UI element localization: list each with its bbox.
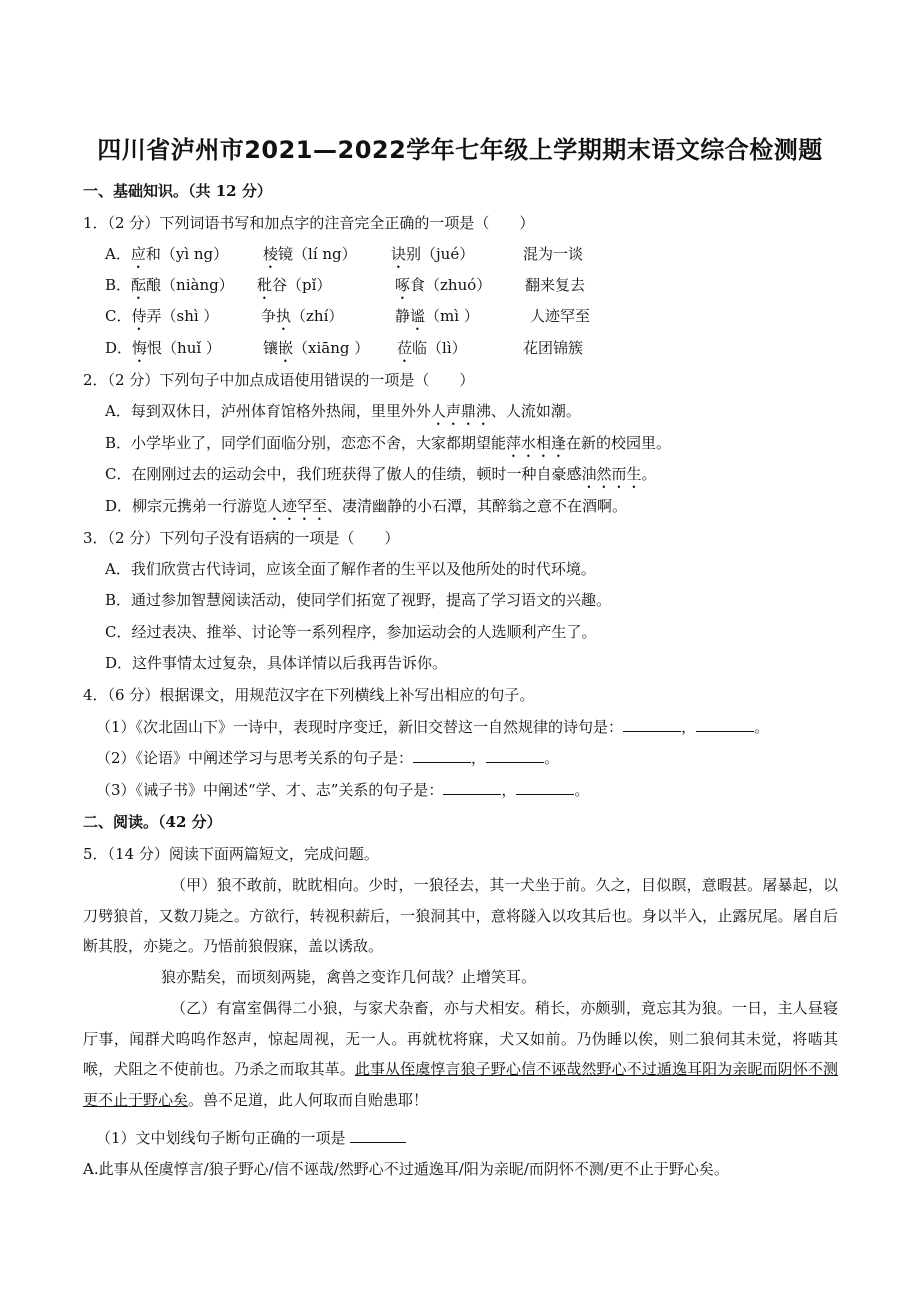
word-char: 静 <box>395 307 411 325</box>
dotted-idiom: 人迹罕至 <box>267 497 328 515</box>
answer-blank[interactable] <box>516 780 574 795</box>
q1-option-a <box>105 243 584 272</box>
dotted-char: 啄 <box>395 276 411 294</box>
passage-jia-paragraph-1: （甲）狼不敢前，眈眈相向。少时，一狼径去，其一犬坐于前。久之，目似瞑，意暇甚。屠暴起，以刀劈狼首，又数刀毙之。方欲行，转视积薪后，一狼洞其中，意将隧入以攻其后也。身以半入，止露尻尾。屠自后断其股，亦毙之。乃悟前狼假寐，盖以诱敌。 <box>83 876 838 955</box>
q4-sub-2 <box>96 747 559 769</box>
q2-option-d <box>105 495 627 524</box>
q2-option-c <box>105 463 657 492</box>
dotted-idiom: 人声鼎沸 <box>430 402 491 420</box>
option-label: D． <box>105 339 133 357</box>
word-pinyin: 和（yì ng） <box>145 245 229 263</box>
q4-sub-1 <box>96 716 769 738</box>
punct: 。 <box>574 781 590 799</box>
dotted-idiom: 萍水相逢 <box>506 434 567 452</box>
option-label: C． <box>105 307 132 325</box>
sub-text: （2）《论语》中阐述学习与思考关系的句子是： <box>96 749 414 767</box>
word-pinyin: 镜（lí ng） <box>278 245 357 263</box>
option-text: D．柳宗元携弟一行游览 <box>105 497 268 515</box>
answer-blank[interactable] <box>696 717 754 732</box>
q3-option-c: C．经过表决、推举、讨论等一系列程序，参加运动会的人选顺利产生了。 <box>105 623 597 641</box>
word-pinyin: 谷（pǐ） <box>272 276 332 294</box>
q3-option-b: B．通过参加智慧阅读活动，使同学们拓宽了视野，提高了学习语文的兴趣。 <box>105 591 612 609</box>
dotted-char: 执 <box>276 307 292 325</box>
punct: ， <box>501 781 517 799</box>
punct: 。 <box>544 749 560 767</box>
section-heading-1: 一、基础知识。（共 12 分） <box>83 182 272 200</box>
q4-sub-3 <box>96 779 589 801</box>
q5-sub-1-option-a: A.此事从侄虞惇言/狼子野心/信不诬哉/然野心不过遁逸耳/阳为亲昵/而阴怀不测/更不止于野心矣。 <box>83 1160 729 1178</box>
page-title: 四川省泸州市2021—2022学年七年级上学期期末语文综合检测题 <box>97 136 823 164</box>
dotted-char: 悔 <box>132 339 148 357</box>
option-text: A．每到双休日，泸州体育馆格外热闹，里里外外 <box>105 402 431 420</box>
answer-blank[interactable] <box>350 1128 406 1143</box>
word-pinyin: 临（lì） <box>412 339 467 357</box>
option-text: C．在刚刚过去的运动会中，我们班获得了傲人的佳绩，顿时一种自豪感 <box>105 465 582 483</box>
question-2-stem: 2．（2 分）下列句子中加点成语使用错误的一项是（ ） <box>83 371 475 389</box>
q3-option-d: D．这件事情太过复杂，具体详情以后我再告诉你。 <box>105 654 448 672</box>
answer-blank[interactable] <box>413 748 471 763</box>
dotted-char: 莅 <box>397 339 413 357</box>
punct: ， <box>471 749 487 767</box>
passage-yi <box>83 993 838 1115</box>
q1-option-d <box>105 337 584 366</box>
option-text: 。 <box>641 465 657 483</box>
dotted-char: 应 <box>130 245 146 263</box>
dotted-char: 棱 <box>263 245 279 263</box>
dotted-char: 谧 <box>410 307 426 325</box>
idiom: 混为一谈 <box>523 245 584 263</box>
dotted-char: 诀 <box>391 245 407 263</box>
punct: 。 <box>754 718 770 736</box>
question-4-stem: 4．（6 分）根据课文，用规范汉字在下列横线上补写出相应的句子。 <box>83 686 535 704</box>
question-3-stem: 3．（2 分）下列句子没有语病的一项是（ ） <box>83 529 400 547</box>
answer-blank[interactable] <box>443 780 501 795</box>
question-5-stem: 5．（14 分）阅读下面两篇短文，完成问题。 <box>83 845 379 863</box>
pinyin: （mì ） <box>425 307 479 325</box>
q2-option-b <box>105 432 671 461</box>
q2-option-a <box>105 400 581 429</box>
option-label: B． <box>105 276 132 294</box>
word-pinyin: 弄（shì ） <box>146 307 219 325</box>
question-1-stem: 1．（2 分）下列词语书写和加点字的注音完全正确的一项是（ ） <box>83 214 535 232</box>
punct: ， <box>681 718 697 736</box>
q1-option-c <box>105 305 591 334</box>
pinyin: （zhí） <box>291 307 344 325</box>
passage-text: 。兽不足道，此人何取而自贻患耶！ <box>188 1090 429 1109</box>
passage-jia-paragraph-2: 狼亦黠矣，而顷刻两毙，禽兽之变诈几何哉？止增笑耳。 <box>161 968 537 986</box>
passage-text: （乙）有富室偶得二小狼，与家犬杂畜，亦与犬相安。稍长，亦颇驯，竟忘其为狼。一日，主人昼寝厅事，闻群犬呜呜作怒声，惊起周视，无一人。再就枕将寐，犬又如前。乃伪睡以俟，则二狼伺其未觉，将啮其喉，犬阻之不使前也。乃杀之而取其革。 <box>83 999 838 1078</box>
dotted-char: 侍 <box>131 307 147 325</box>
q1-option-b <box>105 274 586 303</box>
q3-option-a: A．我们欣赏古代诗词，应该全面了解作者的生平以及他所处的时代环境。 <box>105 560 596 578</box>
option-text: 、凄清幽静的小石潭，其醉翁之意不在酒啊。 <box>327 497 628 515</box>
word-pinyin: 恨（huǐ ） <box>147 339 221 357</box>
section-heading-2: 二、阅读。（42 分） <box>83 813 222 831</box>
word-char: 镶 <box>263 339 279 357</box>
pinyin: （xiāng ） <box>293 339 370 357</box>
underlined-sentence: 此事从侄虞惇言狼子野心信不诬哉然野心不过遁逸耳阳为亲昵而阴怀不测更不止于野心矣 <box>83 1060 838 1109</box>
sub-text: （1）《次北固山下》一诗中，表现时序变迁，新旧交替这一自然规律的诗句是： <box>96 718 624 736</box>
word-pinyin: 酿（niàng） <box>146 276 234 294</box>
option-label: A． <box>105 245 131 263</box>
dotted-idiom: 油然而生 <box>581 465 642 483</box>
option-text: 在新的校园里。 <box>566 434 672 452</box>
dotted-char: 秕 <box>257 276 273 294</box>
q5-sub-1 <box>96 1127 406 1149</box>
sub-text: （3）《诫子书》中阐述“学、才、志”关系的句子是： <box>96 781 444 799</box>
dotted-char: 嵌 <box>278 339 294 357</box>
word-pinyin: 别（jué） <box>406 245 475 263</box>
idiom: 翻来复去 <box>525 276 586 294</box>
word-char: 争 <box>261 307 277 325</box>
idiom: 花团锦簇 <box>523 339 584 357</box>
answer-blank[interactable] <box>486 748 544 763</box>
option-text: B．小学毕业了，同学们面临分别，恋恋不舍，大家都期望能 <box>105 434 507 452</box>
sub-text: （1）文中划线句子断句正确的一项是 <box>96 1129 351 1147</box>
idiom: 人迹罕至 <box>530 307 591 325</box>
dotted-char: 酝 <box>131 276 147 294</box>
option-text: 、人流如潮。 <box>490 402 581 420</box>
answer-blank[interactable] <box>623 717 681 732</box>
word-pinyin: 食（zhuó） <box>410 276 492 294</box>
